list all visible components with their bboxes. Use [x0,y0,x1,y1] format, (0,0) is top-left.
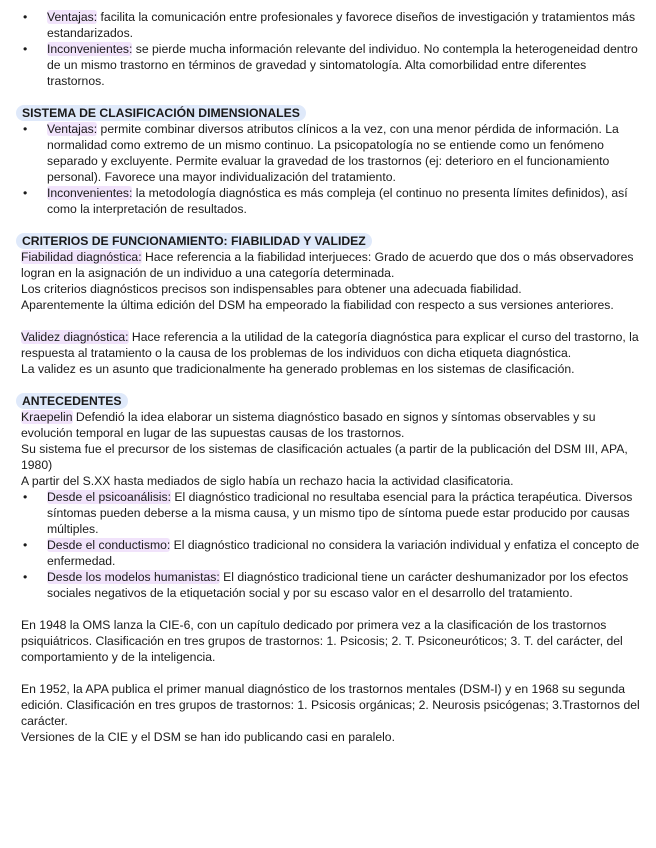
paragraph: Su sistema fue el precursor de los sistemas de clasificación actuales (a partir de la publicación del DSM III, APA, 1980) [21,442,628,472]
paragraph-kraepelin [21,409,642,441]
list-item [21,41,642,89]
bullet-text: se pierde mucha información relevante del individuo. No contempla la heterogeneidad dentro de un mismo trastorno en términos de gravedad y sintomatología. Alta comorbilidad entre diferentes trastornos. [47,42,638,88]
bullet-text: la metodología diagnóstica es más compleja (el continuo no presenta límites definidos), así como la interpretación de resultados. [47,186,628,216]
highlighted-term: Fiabilidad diagnóstica: [21,250,142,264]
highlighted-term: Desde el psicoanálisis: [47,490,171,504]
highlighted-term: Ventajas: [47,122,98,136]
paragraph-1952: En 1952, la APA publica el primer manual diagnóstico de los trastornos mentales (DSM-I) y en 1968 su segunda edición. Clasificación en tres grupos de trastornos: 1. Psicosis orgánicas; 2. Neurosis psicógenas; 3.Trastornos del carácter. [21,682,640,728]
highlighted-term: Desde el conductismo: [47,538,171,552]
s2-bullet-list [21,121,642,217]
list-item [21,121,642,185]
paragraph-fiabilidad [21,249,642,281]
paragraph-1948: En 1948 la OMS lanza la CIE-6, con un capítulo dedicado por primera vez a la clasificación de los trastornos psiquiátricos. Clasificación en tres grupos de trastornos: 1. Psicosis; 2. T. Psiconeuróticos; 3. T. del carácter, del comportamiento y de la inteligencia. [21,618,623,664]
highlighted-term: Validez diagnóstica: [21,330,129,344]
list-item [21,569,642,601]
bullet-text: El diagnóstico tradicional tiene un carácter deshumanizador por los efectos sociales negativos de la etiquetación social y por su escaso valor en el desarrollo del tratamiento. [47,570,629,600]
paragraph-text: Hace referencia a la fiabilidad interjueces: Grado de acuerdo que dos o más observadores logran en la asignación de un individuo a una categoría determinada. [21,250,634,280]
bullet-text: permite combinar diversos atributos clínicos a la vez, con una menor pérdida de información. La normalidad como extremo de un mismo continuo. La psicopatología no se entiende como un fenómeno separado y excluyente. Permite evaluar la gravedad de los trastornos (ej: deterioro en el funcionamiento personal). Favorece una mayor individualización del tratamiento. [47,122,619,184]
paragraph: A partir del S.XX hasta mediados de siglo había un rechazo hacia la actividad clasificatoria. [21,474,514,488]
paragraph-text: Defendió la idea elaborar un sistema diagnóstico basado en signos y síntomas observables y su evolución temporal en lugar de las supuestas causas de los trastornos. [21,410,596,440]
highlighted-term: Inconvenientes: [47,42,133,56]
heading-dimensional: SISTEMA DE CLASIFICACIÓN DIMENSIONALES [16,105,306,121]
list-item [21,489,642,537]
section-heading [21,393,642,409]
highlighted-term: Desde los modelos humanistas: [47,570,220,584]
s4-bullet-list [21,489,642,601]
bullet-text: El diagnóstico tradicional no considera la variación individual y enfatiza el concepto de enfermedad. [47,538,640,568]
section-heading [21,105,642,121]
bullet-text: El diagnóstico tradicional no resultaba esencial para la práctica terapéutica. Diversos síntomas pueden deberse a la misma causa, y un mismo tipo de síntoma puede estar producido por causas múltiples. [47,490,633,536]
list-item [21,537,642,569]
paragraph-text: Hace referencia a la utilidad de la categoría diagnóstica para explicar el curso del trastorno, la respuesta al tratamiento o la causa de los problemas de los individuos con dicha etiqueta diagnóstica. [21,330,639,360]
bullet-text: facilita la comunicación entre profesionales y favorece diseños de investigación y tratamientos más estandarizados. [47,10,636,40]
highlighted-term: Inconvenientes: [47,186,133,200]
paragraph-last: Versiones de la CIE y el DSM se han ido publicando casi en paralelo. [21,730,395,744]
highlighted-term: Kraepelin [21,410,73,424]
section-heading [21,233,642,249]
paragraph-validez [21,329,642,361]
paragraph: Los criterios diagnósticos precisos son indispensables para obtener una adecuada fiabilidad. [21,282,522,296]
heading-antecedentes: ANTECEDENTES [16,393,128,409]
s1-bullet-list [21,9,642,89]
paragraph: La validez es un asunto que tradicionalmente ha generado problemas en los sistemas de clasificación. [21,362,575,376]
highlighted-term: Ventajas: [47,10,98,24]
list-item [21,185,642,217]
list-item [21,9,642,41]
heading-criterios: CRITERIOS DE FUNCIONAMIENTO: FIABILIDAD Y VALIDEZ [16,233,372,249]
paragraph: Aparentemente la última edición del DSM ha empeorado la fiabilidad con respecto a sus versiones anteriores. [21,298,614,312]
